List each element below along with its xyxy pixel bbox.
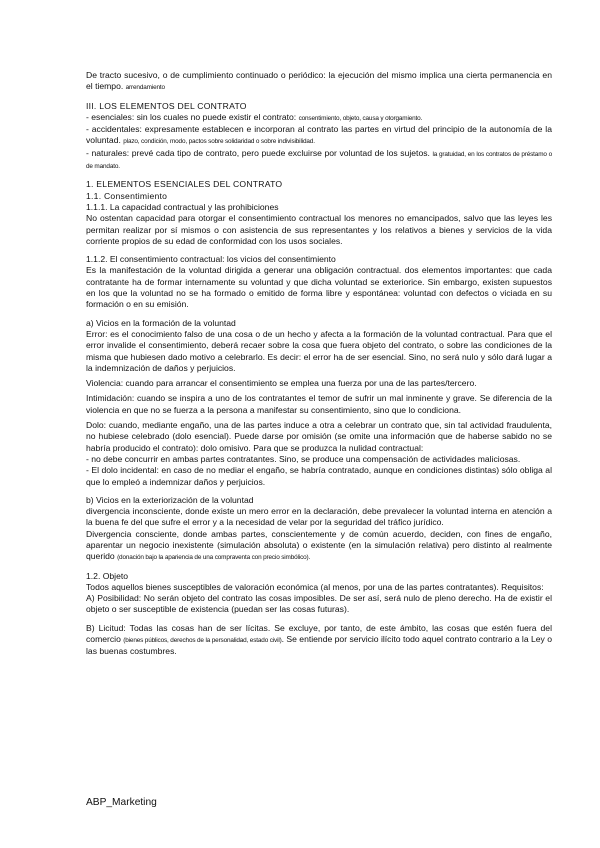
example-note: (donación bajo la apariencia de una compraventa con precio simbólico). (117, 554, 311, 562)
paragraph-intimidacion: Intimidación: cuando se inspira a uno de los contratantes el temor de sufrir un mal inminente y grave. Se diferencia de la violencia en que no se fuerza a la persona a manifestar su consentimiento, sino que lo condiciona. (86, 393, 552, 415)
section-heading-elementos: III. LOS ELEMENTOS DEL CONTRATO (86, 100, 247, 111)
example-note: la gratuidad, en los contratos de préstamo o de mandato. (86, 150, 552, 171)
subsection-heading-consentimiento: 1.1. Consentimiento (86, 190, 168, 201)
paragraph-capacidad: No ostentan capacidad para otorgar el consentimiento contractual los menores no emancipados, salvo que las leyes les permitan realizar por sí mismos o con asistencia de sus representantes y los relativos a bienes y servicios de la vida corriente propios de su edad de conformidad con los usos sociales. (86, 213, 552, 246)
example-note: (bienes públicos, derechos de la personalidad, estado civil) (123, 637, 282, 645)
document-page (86, 70, 552, 658)
paragraph-divergencia-consciente: Divergencia consciente, donde ambas partes, conscientemente y de común acuerdo, deciden, con fines de engaño, aparentar un negocio inexistente (simulación absoluta) o existente (en la simulación relativa) pero distinto al realmente querido (donación bajo la apariencia de una compraventa con precio simbólico). (86, 528, 552, 562)
paragraph-violencia: Violencia: cuando para arrancar el consentimiento se emplea una fuerza por una de las partes/tercero. (86, 378, 477, 389)
paragraph-dolo: Dolo: cuando, mediante engaño, una de las partes induce a otra a celebrar un contrato que, sin tal actividad fraudulenta, no hubiese celebrado (dolo esencial). Puede darse por omisión (se omite una información que de haberse sabido no se habría producido el contrato): dolo omisivo. Para que se produzca la nulidad contractual: (86, 420, 552, 453)
paragraph-error: Error: es el conocimiento falso de una cosa o de un hecho y afecta a la formación de la voluntad contractual. Para que el error invalide el consentimiento, deberá recaer sobre la cosa que fuera objeto del contrato, o sobre las condiciones de la misma que hubiesen dado motivo a celebrarlo. Es decir: el error ha de ser esencial. Sino, no será nulo y sólo dará lugar a la indemnización de daños y perjuicios. (86, 328, 552, 373)
subsection-heading-capacidad: 1.1.1. La capacidad contractual y las prohibiciones (86, 201, 279, 212)
subsection-heading-exteriorizacion: b) Vicios en la exteriorización de la voluntad (86, 494, 254, 505)
list-item-dolo-concurrencia: - no debe concurrir en ambas partes contratantes. Sino, se produce una compensación de actividades maliciosas. (86, 453, 521, 464)
page-footer: ABP_Marketing (86, 797, 157, 808)
list-item-accidentales: - accidentales: expresamente establecen e incorporan al contrato las partes en virtud del principio de la autonomía de la voluntad. plazo, condición, modo, pactos sobre solidaridad o sobre indivisibilidad. (86, 124, 552, 146)
subsection-heading-formacion: a) Vicios en la formación de la voluntad (86, 317, 236, 328)
subsection-heading-vicios: 1.1.2. El consentimiento contractual: los vicios del consentimiento (86, 254, 336, 265)
subsection-heading-objeto: 1.2. Objeto (86, 570, 129, 581)
paragraph-licitud: B) Licitud: Todas las cosas han de ser lícitas. Se excluye, por tanto, de este ámbito, las cosas que estén fuera del comercio (bienes públicos, derechos de la personalidad, estado civil). Se entiende por servicio ilícito todo aquel contrato contrario a la Ley o las buenas costumbres. (86, 622, 553, 657)
example-note: arrendamiento (125, 84, 165, 92)
list-item-esenciales: - esenciales: sin los cuales no puede existir el contrato: consentimiento, objeto, causa y otorgamiento. (86, 111, 423, 122)
list-item-dolo-incidental: - El dolo incidental: en caso de no mediar el engaño, se habría contratado, aunque en condiciones distintas) sólo obliga al que lo empleó a indemnizar daños y perjuicios. (86, 465, 552, 487)
paragraph-objeto: Todos aquellos bienes susceptibles de valoración económica (al menos, por una de las partes contratantes). Requisitos: (86, 581, 544, 592)
paragraph-posibilidad: A) Posibilidad: No serán objeto del contrato las cosas imposibles. De ser así, será nulo de pleno derecho. Ha de existir el objeto o ser susceptible de existencia (puedan ser las cosas futuras). (86, 593, 552, 615)
example-note: plazo, condición, modo, pactos sobre solidaridad o sobre indivisibilidad. (123, 138, 315, 146)
section-heading-esenciales: 1. ELEMENTOS ESENCIALES DEL CONTRATO (86, 179, 283, 190)
paragraph-tracto-sucesivo: De tracto sucesivo, o de cumplimiento continuado o periódico: la ejecución del mismo implica una cierta permanencia en el tiempo. arrendamiento (86, 70, 552, 92)
list-item-naturales: - naturales: prevé cada tipo de contrato, pero puede excluirse por voluntad de los sujetos. la gratuidad, en los contratos de préstamo o de mandato. (86, 147, 552, 171)
paragraph-divergencia-inconsciente: divergencia inconsciente, donde existe un mero error en la declaración, debe prevalecer la voluntad interna en atención a la buena fe del que sufre el error y a la necesidad de velar por la seguridad del tráfico jurídico. (86, 506, 552, 528)
example-note: consentimiento, objeto, causa y otorgamiento. (298, 114, 423, 122)
paragraph-manifestacion: Es la manifestación de la voluntad dirigida a generar una obligación contractual. dos elementos importantes: que cada contratante ha de formar internamente su voluntad y que dicha voluntad se exteriorice. Sin embargo, existen supuestos en los que la voluntad no se ha formado o emitido de forma libre y espontánea: voluntad con defectos o viciada en su formación o en su emisión. (86, 265, 552, 310)
